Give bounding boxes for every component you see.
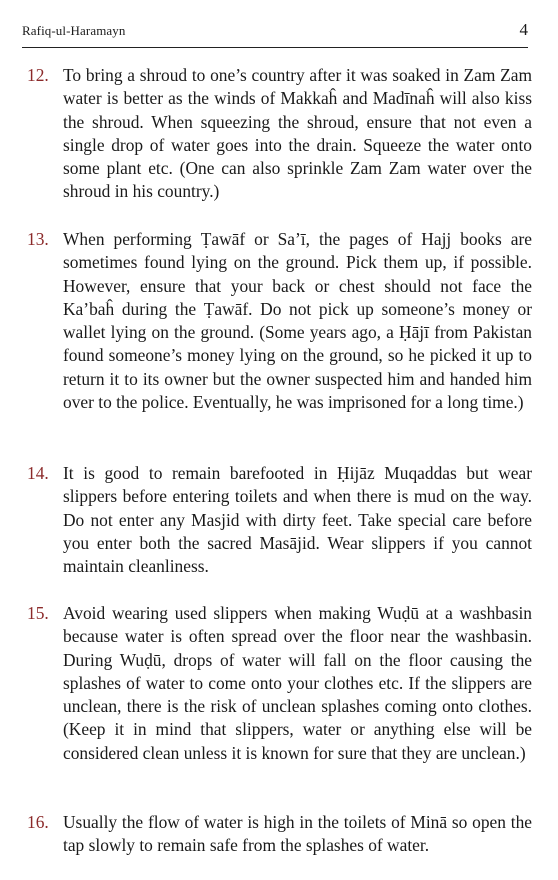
item-number: 16. <box>27 812 49 832</box>
list-item <box>27 602 532 765</box>
item-text: Avoid wearing used slippers when making Wuḍū at a washbasin because water is often spread over the floor near the washbasin. During Wuḍū, drops of water will fall on the floor causing the splashes of water to come onto your clothes etc. If the slippers are unclean, there is the risk of unclean splashes coming onto clothes. (Keep it in mind that slippers, water or anything else will be considered clean unless it is known for sure that they are unclean.) <box>63 603 532 763</box>
page-header <box>22 21 528 48</box>
list-item <box>27 228 532 414</box>
item-text: It is good to remain barefooted in Ḥijāz Muqaddas but wear slippers before entering toilets and when there is mud on the way. Do not enter any Masjid with dirty feet. Take special care before you enter both the sacred Masājid. Wear slippers if you cannot maintain cleanliness. <box>63 463 532 577</box>
item-text: Usually the flow of water is high in the toilets of Minā so open the tap slowly to remain safe from the splashes of water. <box>63 812 532 856</box>
item-number: 13. <box>27 229 49 249</box>
list-item <box>27 64 532 204</box>
item-number: 15. <box>27 603 49 623</box>
running-title: Rafiq-ul-Haramayn <box>22 23 126 38</box>
item-number: 14. <box>27 463 49 483</box>
list-item <box>27 811 532 858</box>
page-number: 4 <box>519 20 528 39</box>
item-number: 12. <box>27 65 49 85</box>
item-text: To bring a shroud to one’s country after it was soaked in Zam Zam water is better as the winds of Makkaĥ and Madīnaĥ will also kiss the shroud. When squeezing the shroud, ensure that not even a single drop of water goes into the drain. Squeeze the water onto some plant etc. (One can also sprinkle Zam Zam water over the shroud in his country.) <box>63 65 532 202</box>
item-text: When performing Ṭawāf or Sa’ī, the pages of Hajj books are sometimes found lying on the ground. Pick them up, if possible. However, ensure that your back or chest should not face the Ka’baĥ during the Ṭawāf. Do not pick up someone’s money or wallet lying on the ground. (Some years ago, a Ḥājī from Pakistan found someone’s money lying on the ground, so he picked it up to return it to its owner but the owner suspected him and handed him over to the police. Eventually, he was imprisoned for a long time.) <box>63 229 532 413</box>
list-item <box>27 462 532 578</box>
